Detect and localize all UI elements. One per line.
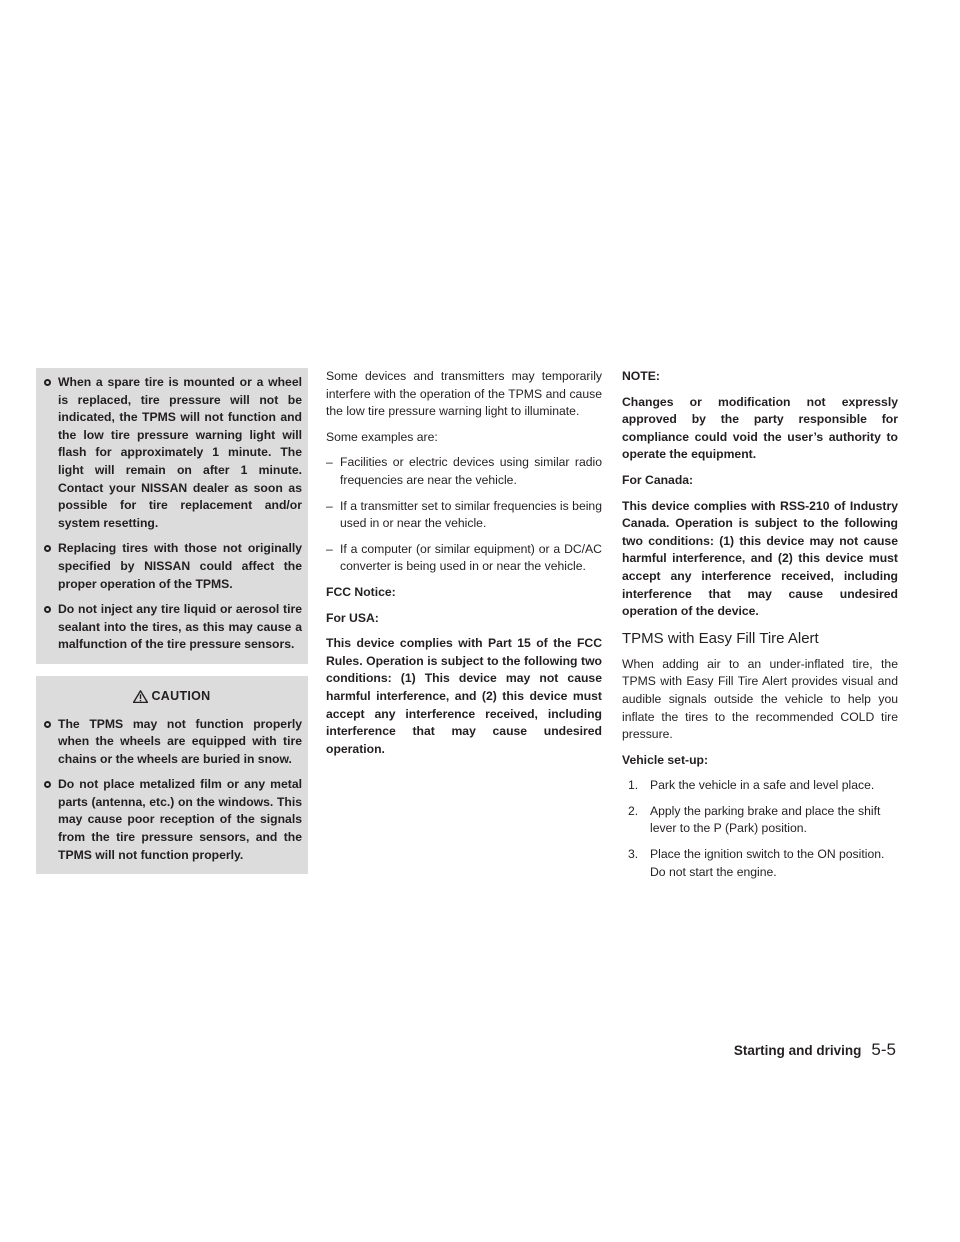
- interference-intro: Some devices and transmitters may temporarily interfere with the operation of the TPMS and cause the low tire pressure warning light to illuminate.: [326, 369, 602, 419]
- for-canada-label: For Canada:: [622, 472, 694, 487]
- note-text: Changes or modification not expressly approved by the party responsible for compliance could void the user’s authority to operate the equipment.: [622, 394, 898, 462]
- warning-triangle-icon: [133, 690, 148, 703]
- right-column: [622, 368, 898, 889]
- middle-column: [326, 368, 602, 766]
- caution-box: [36, 676, 308, 874]
- caution-title: CAUTION: [151, 688, 211, 703]
- canada-compliance-text: This device complies with RSS-210 of Industry Canada. Operation is subject to the following two conditions: (1) this device may not cause harmful interference, and (2) this device must accept any interference received, including interference that may cause undesired operation of the device.: [622, 498, 898, 619]
- step-text: Apply the parking brake and place the shift lever to the P (Park) position.: [650, 803, 881, 836]
- warning-bullet: Do not inject any tire liquid or aerosol tire sealant into the tires, as this may cause a malfunction of the tire pressure sensors.: [42, 601, 302, 654]
- footer-section-title: Starting and driving: [733, 1043, 862, 1058]
- dash-mark: –: [326, 455, 333, 470]
- examples-label: Some examples are:: [326, 429, 438, 444]
- warning-bullet: When a spare tire is mounted or a wheel is replaced, tire pressure will not be indicated, the TPMS will not function and the low tire pressure warning light will flash for approximately 1 minute. The light will remain on after 1 minute. Contact your NISSAN dealer as soon as possible for tire replacement and/or system resetting.: [42, 374, 302, 532]
- left-column: [36, 368, 308, 874]
- step-number: 1.: [628, 778, 639, 793]
- step-text: Park the vehicle in a safe and level place.: [650, 778, 875, 793]
- vehicle-setup-label: Vehicle set-up:: [622, 752, 709, 767]
- caution-bullet: Do not place metalized film or any metal parts (antenna, etc.) on the windows. This may cause poor reception of the signals from the tire pressure sensors, and the TPMS will not function properly.: [42, 776, 302, 864]
- fcc-notice-label: FCC Notice:: [326, 584, 396, 599]
- warning-bullet: Replacing tires with those not originally specified by NISSAN could affect the proper operation of the TPMS.: [42, 540, 302, 593]
- dash-mark: –: [326, 498, 333, 513]
- section-heading: TPMS with Easy Fill Tire Alert: [622, 629, 819, 647]
- example-text: Facilities or electric devices using similar radio frequencies are near the vehicle.: [340, 455, 602, 487]
- caution-list: [42, 716, 302, 865]
- setup-step: [628, 777, 898, 795]
- page-footer: [734, 1040, 896, 1060]
- usa-compliance-text: This device complies with Part 15 of the FCC Rules. Operation is subject to the following two conditions: (1) This device may not cause harmful interference, and (2) this device must accept any interference received, including interference that may cause undesired operation.: [326, 636, 602, 756]
- warning-box: [36, 368, 308, 664]
- step-number: 3.: [628, 847, 639, 862]
- example-item: [326, 541, 602, 576]
- example-item: [326, 454, 602, 489]
- setup-step: [628, 846, 898, 881]
- section-description: When adding air to an under-inflated tire, the TPMS with Easy Fill Tire Alert provides visual and audible signals outside the vehicle to help you inflate the tires to the recommended COLD tire pressure.: [622, 656, 898, 742]
- example-text: If a transmitter set to similar frequencies is being used in or near the vehicle.: [340, 498, 602, 531]
- for-usa-label: For USA:: [326, 610, 379, 625]
- caution-bullet: The TPMS may not function properly when the wheels are equipped with tire chains or the wheels are buried in snow.: [42, 716, 302, 769]
- step-text: Place the ignition switch to the ON position. Do not start the engine.: [650, 847, 885, 879]
- example-item: [326, 498, 602, 533]
- step-number: 2.: [628, 803, 639, 818]
- note-label: NOTE:: [622, 369, 660, 383]
- warning-list: [42, 374, 302, 654]
- example-text: If a computer (or similar equipment) or a DC/AC converter is being used in or near the vehicle.: [340, 541, 602, 574]
- setup-step: [628, 803, 898, 838]
- caution-header: [42, 682, 302, 716]
- dash-mark: –: [326, 541, 333, 556]
- setup-steps: [622, 777, 898, 881]
- page-number: 5-5: [871, 1040, 896, 1059]
